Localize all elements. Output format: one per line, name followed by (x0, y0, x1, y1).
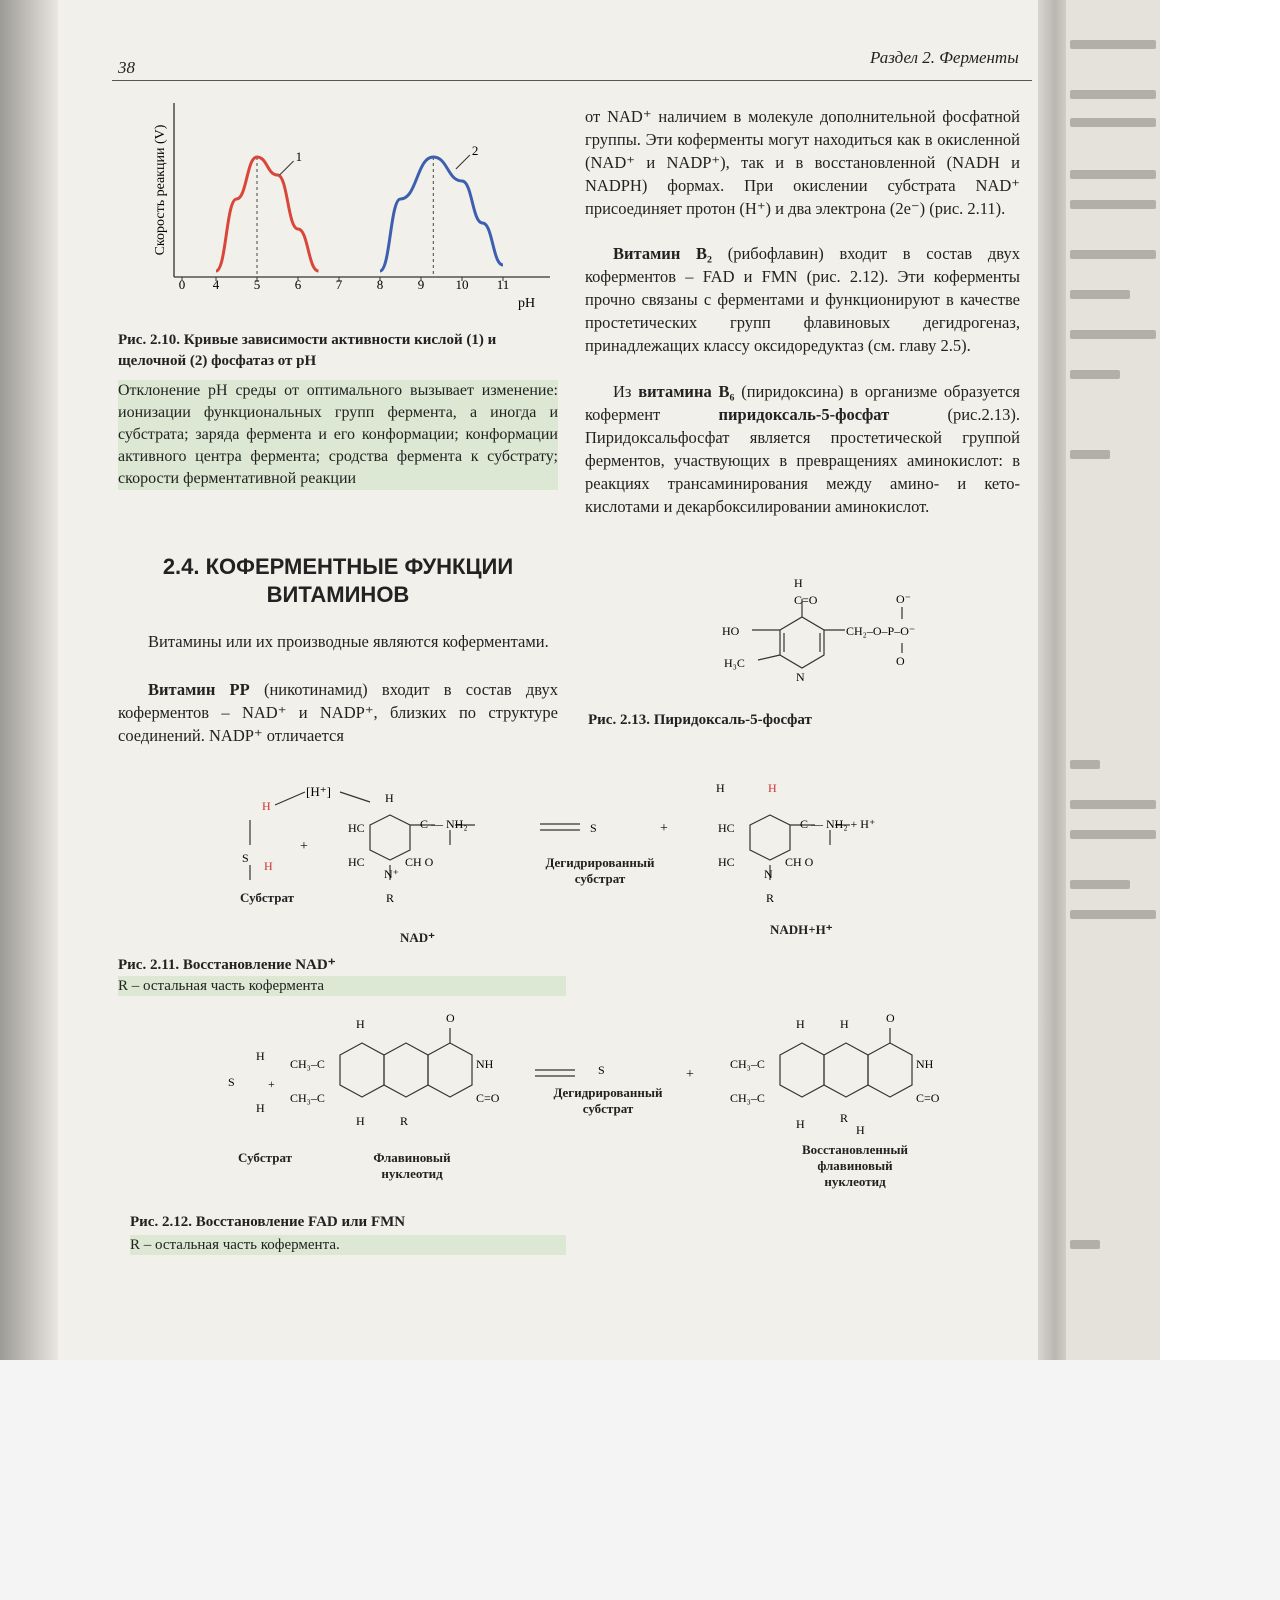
figure-2-11-caption: Рис. 2.11. Восстановление NAD⁺ (118, 957, 336, 973)
svg-text:S: S (228, 1075, 235, 1089)
svg-text:+: + (660, 821, 668, 836)
svg-text:H: H (768, 781, 777, 795)
series-label-2: 2 (471, 143, 479, 158)
x-tick-label: 6 (294, 277, 302, 292)
figure-2-13-caption: Рис. 2.13. Пиридоксаль-5-фосфат (588, 712, 812, 728)
svg-text:H: H (256, 1049, 265, 1063)
vitamin-pp-term: Витамин РР (148, 680, 250, 699)
svg-text:R: R (766, 891, 775, 905)
svg-text:CH₂–O–P–O⁻: CH₂–O–P–O⁻ (846, 624, 916, 638)
svg-text:C=O: C=O (916, 1091, 940, 1105)
svg-text:CH O: CH O (785, 855, 814, 869)
svg-text:H: H (716, 781, 725, 795)
svg-text:NH: NH (476, 1057, 494, 1071)
series-leader-1 (280, 161, 294, 175)
svg-text:CH₃–C: CH₃–C (730, 1057, 765, 1071)
svg-text:CH O: CH O (405, 855, 434, 869)
figure-2-10-caption: Рис. 2.10. Кривые зависимости активности кислой (1) и щелочной (2) фосфатаз от pH (118, 332, 497, 369)
x-tick-label: 10 (455, 277, 469, 292)
svg-text:O: O (896, 654, 905, 668)
pyridoxal-phosphate-structure (710, 575, 970, 695)
svg-text:C — NH₂: C — NH₂ (420, 817, 468, 831)
vitamin-b6-paragraph (585, 380, 1020, 518)
svg-text:S: S (590, 821, 597, 835)
svg-text:N⁺: N⁺ (384, 867, 399, 881)
svg-text:HO: HO (722, 624, 740, 638)
svg-text:CH₃–C: CH₃–C (290, 1091, 325, 1105)
flavin-dehydrogenated-label: Дегидрированный субстрат (553, 1085, 663, 1116)
svg-text:NH: NH (916, 1057, 934, 1071)
vitamin-b6-pre: Из (613, 382, 639, 401)
nadh-label: NADH+H⁺ (770, 922, 833, 937)
x-tick-label: 7 (335, 277, 343, 292)
svg-text:H: H (385, 791, 394, 805)
svg-text:O⁻: O⁻ (896, 592, 911, 606)
section-heading-line2: ВИТАМИНОВ (266, 582, 410, 607)
vitamin-b2-term: Витамин B₂ (613, 244, 712, 263)
series-curve-1 (216, 157, 319, 271)
section-heading-line1: 2.4. КОФЕРМЕНТНЫЕ ФУНКЦИИ (162, 554, 514, 579)
x-tick-label: 4 (212, 277, 220, 292)
x-tick-label: 0 (178, 277, 186, 292)
svg-text:O: O (886, 1011, 895, 1025)
x-tick-label: 8 (376, 277, 384, 292)
page-edge-shadow (1038, 0, 1066, 1360)
svg-text:R: R (386, 891, 395, 905)
svg-text:O: O (446, 1011, 455, 1025)
svg-text:HC: HC (718, 821, 735, 835)
page-number: 38 (118, 58, 135, 77)
vitamin-b6-post: (рис.2.13). Пиридоксальфосфат является простетической группой ферментов, участвующих в превращениях аминокислот: в реакциях трансаминирования между амино- и кето-кислотами и декарбоксилировании аминокислот. (585, 405, 1020, 516)
running-header: Раздел 2. Ферменты (870, 48, 1019, 67)
svg-text:H: H (796, 1117, 805, 1131)
vitamin-b2-paragraph (585, 242, 1020, 357)
svg-text:S: S (242, 851, 249, 865)
svg-text:HC: HC (348, 855, 365, 869)
vitamin-b6-mid: (пиридоксина) в организме образуется кофермент (585, 382, 1021, 424)
flavin-nucleotide-label: Флавиновый нуклеотид (373, 1150, 451, 1181)
vitamin-pp-paragraph (118, 678, 558, 747)
svg-text:H: H (856, 1123, 865, 1137)
vitamin-b6-term: витамина B₆ (638, 382, 735, 401)
svg-text:+: + (686, 1067, 694, 1082)
svg-text:H: H (796, 1017, 805, 1031)
book-spine-shadow (0, 0, 58, 1360)
scanner-background (0, 1360, 1280, 1600)
ph-effect-paragraph: Отклонение pH среды от оптимального вызывает изменение: ионизации функциональных групп фермента, а иногда и субстрата; заряда фермента и его конформации; конформации активного центра фермента; сродства фермента к субстрату; скорости ферментативной реакции (118, 380, 558, 490)
svg-text:C — NH₂ + H⁺: C — NH₂ + H⁺ (800, 817, 876, 831)
svg-text:R: R (840, 1111, 849, 1125)
next-page-strip (1066, 0, 1160, 1360)
nad-label: NAD⁺ (400, 930, 436, 945)
section-heading (118, 553, 558, 609)
flavin-reduction-scheme (220, 1010, 940, 1140)
svg-text:CH₃–C: CH₃–C (290, 1057, 325, 1071)
svg-text:S: S (598, 1063, 605, 1077)
svg-text:H: H (840, 1017, 849, 1031)
reduced-flavin-label: Восстановленный флавиновый нуклеотид (802, 1142, 908, 1189)
svg-text:+: + (300, 839, 308, 854)
svg-text:[H⁺]: [H⁺] (306, 784, 331, 799)
svg-text:H: H (256, 1101, 265, 1115)
figure-2-12-caption: Рис. 2.12. Восстановление FAD или FMN (130, 1214, 406, 1230)
series-label-1: 1 (295, 149, 303, 164)
svg-text:+: + (268, 1077, 275, 1091)
nad-dehydrogenated-label: Дегидрированный субстрат (545, 855, 655, 886)
x-tick-label: 11 (496, 277, 510, 292)
nad-substrate-label: Субстрат (240, 890, 294, 905)
plp-term: пиридоксаль-5-фосфат (718, 405, 890, 424)
svg-text:C=O: C=O (794, 593, 818, 607)
svg-text:H: H (356, 1017, 365, 1031)
vitamins-intro-paragraph: Витамины или их производные являются коферментами. (148, 632, 549, 651)
svg-text:R: R (400, 1114, 409, 1128)
svg-text:CH₃–C: CH₃–C (730, 1091, 765, 1105)
figure-2-12-note: R – остальная часть кофермента. (130, 1235, 566, 1255)
header-rule (112, 80, 1032, 81)
vitamin-pp-text: (никотинамид) входит в состав двух коферментов – NAD⁺ и NADP⁺, близких по структуре соединений. NADP⁺ отличается (118, 680, 558, 745)
x-axis-label: pH (518, 296, 536, 311)
svg-text:C=O: C=O (476, 1091, 500, 1105)
series-leader-2 (456, 155, 470, 169)
svg-text:HC: HC (348, 821, 365, 835)
x-tick-label: 5 (253, 277, 261, 292)
svg-text:H: H (262, 799, 271, 813)
y-axis-label: Скорость реакции (V) (153, 124, 168, 256)
nadp-paragraph: от NAD⁺ наличием в молекуле дополнительной фосфатной группы. Эти коферменты могут находиться как в окисленной (NAD⁺ и NADP⁺), так и в восстановленной (NADH и NADPH) формах. При окислении субстрата NAD⁺ присоединяет протон (H⁺) и два электрона (2e⁻) (рис. 2.11). (585, 107, 1020, 218)
x-tick-label: 9 (417, 277, 425, 292)
svg-text:N: N (764, 867, 773, 881)
svg-text:H₃C: H₃C (724, 656, 745, 670)
svg-text:H: H (794, 576, 803, 590)
series-curve-2 (380, 157, 503, 271)
svg-text:H: H (356, 1114, 365, 1128)
figure-2-11-note: R – остальная часть кофермента (118, 976, 566, 996)
svg-text:N: N (796, 670, 805, 684)
flavin-substrate-label: Субстрат (238, 1150, 292, 1165)
svg-text:HC: HC (718, 855, 735, 869)
ph-activity-chart (150, 95, 560, 320)
svg-text:H: H (264, 859, 273, 873)
vitamin-b2-text: (рибофлавин) входит в состав двух коферментов – FAD и FMN (рис. 2.12). Эти коферменты прочно связаны с ферментами и функционируют в качестве простетических групп флавиновых дегидрогеназ, принадлежащих классу оксидоредуктаз (см. главу 2.5). (585, 244, 1020, 355)
